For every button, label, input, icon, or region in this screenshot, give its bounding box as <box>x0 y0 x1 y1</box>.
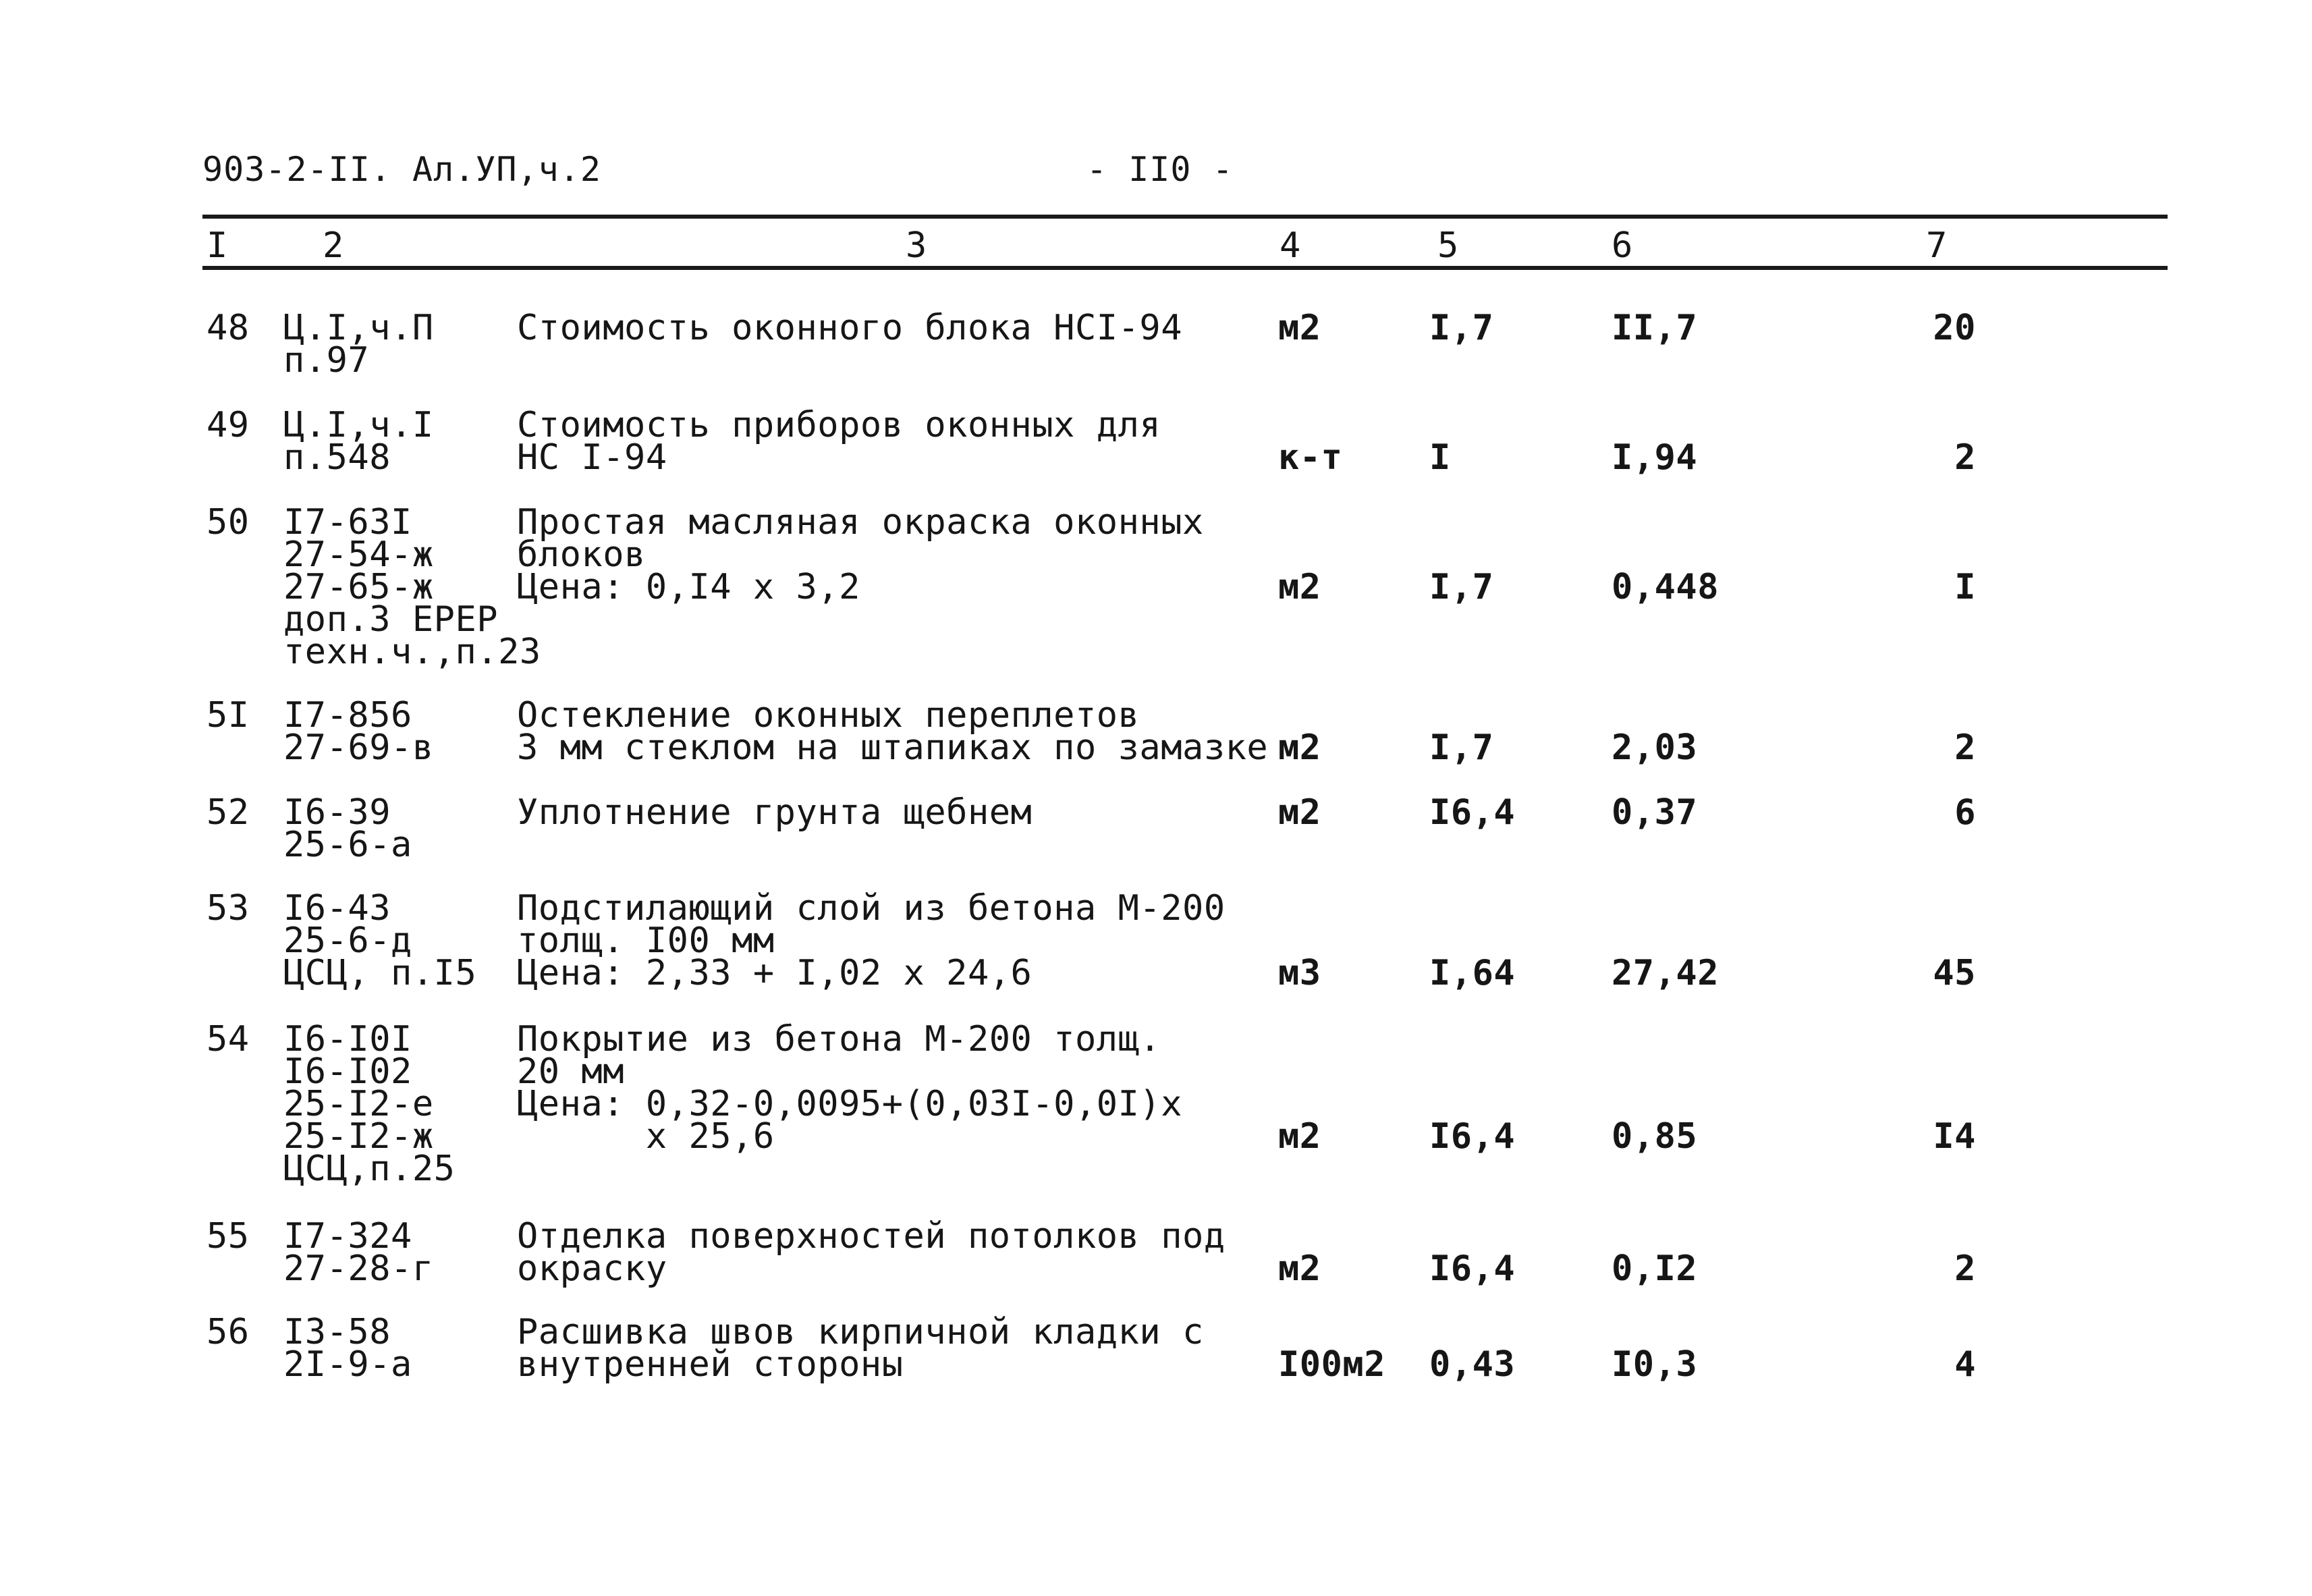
row-reference-line: I6-I0I <box>283 1019 412 1060</box>
row-reference-line: I6-I02 <box>283 1051 412 1092</box>
row-reference-line: 27-54-ж <box>283 534 434 575</box>
row-description-line: Уплотнение грунта щебнем <box>517 792 1033 833</box>
row-reference-line: п.548 <box>283 437 391 478</box>
row-number: 52 <box>207 792 250 833</box>
row-unit-price: II,7 <box>1612 308 1698 348</box>
row-description-line: Стоимость оконного блока НСI-94 <box>517 308 1183 348</box>
row-description-line: Расшивка швов кирпичной кладки с <box>517 1312 1204 1352</box>
column-number-6: 6 <box>1612 225 1633 266</box>
row-unit: м2 <box>1278 308 1321 348</box>
row-unit: к-т <box>1278 437 1343 478</box>
row-reference-line: 27-28-г <box>283 1248 434 1289</box>
row-unit-price: 2,03 <box>1612 727 1698 768</box>
row-description-line: внутренней стороны <box>517 1344 904 1385</box>
row-reference-line: 25-6-д <box>283 920 412 961</box>
column-number-4: 4 <box>1279 225 1301 266</box>
row-quantity: I,7 <box>1429 727 1494 768</box>
row-quantity: I <box>1429 437 1451 478</box>
row-total: I4 <box>1933 1116 1976 1157</box>
row-number: 50 <box>207 502 250 543</box>
row-reference <box>283 888 477 993</box>
row-description-line: Покрытие из бетона М-200 толщ. <box>517 1019 1161 1060</box>
row-unit-price: I,94 <box>1612 437 1698 478</box>
row-number: 49 <box>207 405 250 445</box>
row-unit: м3 <box>1278 953 1321 993</box>
row-description <box>517 1216 1226 1289</box>
row-reference-line: 25-I2-ж <box>283 1116 434 1157</box>
row-description-line: Простая масляная окраска оконных <box>517 502 1204 543</box>
row-reference-line: 2I-9-а <box>283 1344 412 1385</box>
row-reference-line: I6-43 <box>283 888 391 929</box>
row-description-line: Остекление оконных переплетов <box>517 695 1140 736</box>
row-description <box>517 792 1033 833</box>
row-quantity: I6,4 <box>1429 792 1516 833</box>
row-unit: м2 <box>1278 567 1321 607</box>
row-description <box>517 1312 1204 1385</box>
row-total: 4 <box>1954 1344 1976 1385</box>
row-description <box>517 308 1183 348</box>
row-description-line: НС I-94 <box>517 437 667 478</box>
row-reference <box>283 308 434 381</box>
row-total: 6 <box>1954 792 1976 833</box>
column-number-2: 2 <box>323 225 344 266</box>
row-reference-line: доп.3 ЕРЕР <box>283 599 499 640</box>
row-description <box>517 695 1269 768</box>
row-description-line: окраску <box>517 1248 667 1289</box>
row-description-line: Стоимость приборов оконных для <box>517 405 1161 445</box>
row-reference-line: ЦСЦ,п.25 <box>283 1149 456 1189</box>
row-reference-line: Ц.I,ч.I <box>283 405 434 445</box>
row-reference-line: 27-69-в <box>283 727 434 768</box>
row-reference-line: I3-58 <box>283 1312 391 1352</box>
page-number: - II0 - <box>1086 150 1234 189</box>
row-total: I <box>1954 567 1976 607</box>
column-number-7: 7 <box>1926 225 1948 266</box>
row-description-line: блоков <box>517 534 646 575</box>
row-unit-price: 0,37 <box>1612 792 1698 833</box>
row-description-line: 3 мм стеклом на штапиках по замазке <box>517 727 1269 768</box>
row-reference-line: I7-856 <box>283 695 412 736</box>
row-number: 48 <box>207 308 250 348</box>
row-number: 55 <box>207 1216 250 1257</box>
row-unit-price: 27,42 <box>1612 953 1719 993</box>
row-description <box>517 1019 1183 1157</box>
row-description <box>517 405 1161 478</box>
row-reference <box>283 792 412 865</box>
row-reference <box>283 502 541 672</box>
row-reference-line: 25-6-а <box>283 825 412 865</box>
row-quantity: I,64 <box>1429 953 1516 993</box>
row-reference-line: 27-65-ж <box>283 567 434 607</box>
row-description-line: 20 мм <box>517 1051 625 1092</box>
row-unit: м2 <box>1278 727 1321 768</box>
row-description <box>517 888 1226 993</box>
row-unit-price: 0,85 <box>1612 1116 1698 1157</box>
row-total: 2 <box>1954 437 1976 478</box>
row-quantity: 0,43 <box>1429 1344 1516 1385</box>
row-unit-price: 0,I2 <box>1612 1248 1698 1289</box>
row-unit: м2 <box>1278 1116 1321 1157</box>
row-reference-line: I7-63I <box>283 502 412 543</box>
row-total: 2 <box>1954 1248 1976 1289</box>
column-number-1: I <box>207 225 228 266</box>
row-number: 56 <box>207 1312 250 1352</box>
row-description-line: Цена: 0,32-0,0095+(0,03I-0,0I)х <box>517 1084 1183 1124</box>
row-total: 2 <box>1954 727 1976 768</box>
row-description-line: Цена: 0,I4 х 3,2 <box>517 567 860 607</box>
row-reference-line: Ц.I,ч.П <box>283 308 434 348</box>
row-reference <box>283 695 434 768</box>
row-description-line: Цена: 2,33 + I,02 х 24,6 <box>517 953 1033 993</box>
row-description-line: х 25,6 <box>517 1116 775 1157</box>
row-reference-line: техн.ч.,п.23 <box>283 632 541 672</box>
row-reference-line: ЦСЦ, п.I5 <box>283 953 477 993</box>
row-description <box>517 502 1204 607</box>
row-reference <box>283 1019 456 1189</box>
row-description-line: Отделка поверхностей потолков под <box>517 1216 1226 1257</box>
row-description-line: толщ. I00 мм <box>517 920 775 961</box>
row-quantity: I6,4 <box>1429 1248 1516 1289</box>
row-total: 20 <box>1933 308 1976 348</box>
row-reference <box>283 405 434 478</box>
row-quantity: I,7 <box>1429 567 1494 607</box>
document-code: 903-2-II. Ал.УП,ч.2 <box>202 150 601 189</box>
row-unit: м2 <box>1278 792 1321 833</box>
row-reference-line: 25-I2-е <box>283 1084 434 1124</box>
row-number: 54 <box>207 1019 250 1060</box>
row-number: 53 <box>207 888 250 929</box>
row-total: 45 <box>1933 953 1976 993</box>
row-number: 5I <box>207 695 250 736</box>
row-unit: м2 <box>1278 1248 1321 1289</box>
column-number-5: 5 <box>1437 225 1459 266</box>
row-unit-price: 0,448 <box>1612 567 1719 607</box>
row-reference-line: п.97 <box>283 340 370 381</box>
row-reference-line: I6-39 <box>283 792 391 833</box>
row-quantity: I6,4 <box>1429 1116 1516 1157</box>
column-number-3: 3 <box>906 225 927 266</box>
row-unit-price: I0,3 <box>1612 1344 1698 1385</box>
row-reference <box>283 1312 412 1385</box>
row-unit: I00м2 <box>1278 1344 1386 1385</box>
row-description-line: Подстилающий слой из бетона М-200 <box>517 888 1226 929</box>
row-reference-line: I7-324 <box>283 1216 412 1257</box>
row-quantity: I,7 <box>1429 308 1494 348</box>
row-reference <box>283 1216 434 1289</box>
